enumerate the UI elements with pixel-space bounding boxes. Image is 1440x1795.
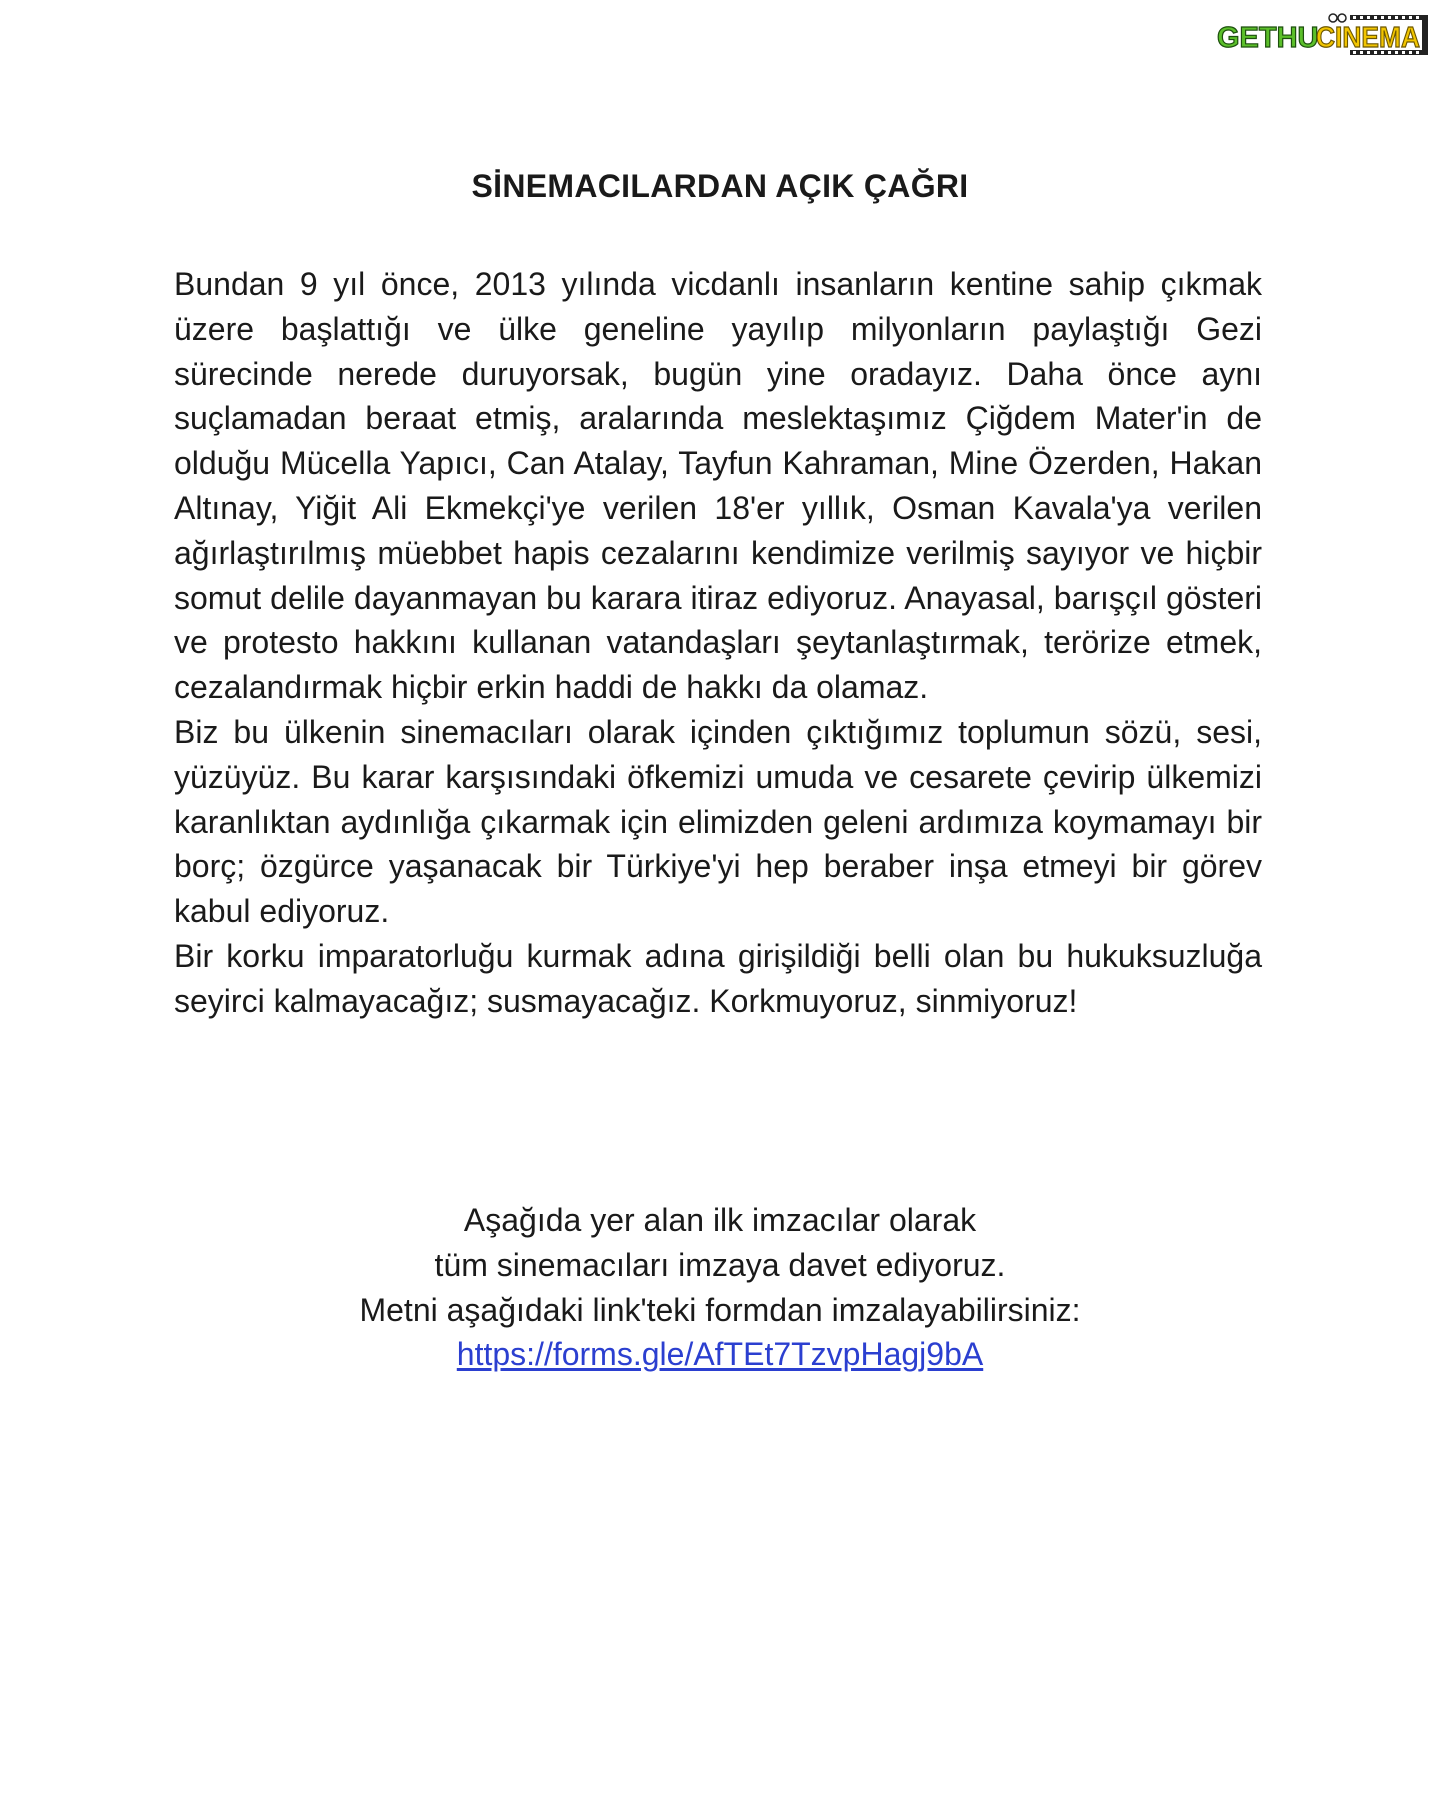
gethu-cinema-watermark [1215, 12, 1430, 56]
signature-form-link[interactable]: https://forms.gle/AfTEt7TzvpHagj9bA [456, 1336, 984, 1373]
gethu-cinema-logo [1215, 12, 1430, 56]
paragraph-2: Biz bu ülkenin sinemacıları olarak içinden çıktığımız toplumun sözü, sesi, yüzüyüz. Bu karar karşısındaki öfkemizi umuda ve cesarete çevirip ülkemizi karanlıktan aydınlığa çıkarmak için elimizden geleni ardımıza koymamayı bir borç; özgürce yaşanacak bir Türkiye'yi hep beraber inşa etmeyi bir görev kabul ediyoruz. [174, 713, 1262, 930]
watermark-left-text: GETHU [1217, 22, 1319, 54]
document-title: SİNEMACILARDAN AÇIK ÇAĞRI [471, 168, 969, 204]
closing-invitation [0, 1198, 1440, 1377]
closing-line-3: Metni aşağıdaki link'teki formdan imzalayabilirsiniz: [359, 1291, 1081, 1328]
watermark-right-text: CINEMA [1316, 22, 1421, 54]
closing-line-2: tüm sinemacıları imzaya davet ediyoruz. [434, 1246, 1006, 1283]
closing-line-1: Aşağıda yer alan ilk imzacılar olarak [463, 1202, 977, 1238]
letter-body [174, 262, 1262, 1024]
paragraph-3: Bir korku imparatorluğu kurmak adına girişildiği belli olan bu hukuksuzluğa seyirci kalmayacağız; susmayacağız. Korkmuyoruz, sinmiyoruz! [174, 937, 1262, 1019]
paragraph-1: Bundan 9 yıl önce, 2013 yılında vicdanlı insanların kentine sahip çıkmak üzere başlattığı ve ülke geneline yayılıp milyonların paylaştığı Gezi sürecinde nerede duruyorsak, bugün yine oradayız. Daha önce aynı suçlamadan beraat etmiş, aralarında meslektaşımız Çiğdem Mater'in de olduğu Mücella Yapıcı, Can Atalay, Tayfun Kahraman, Mine Özerden, Hakan Altınay, Yiğit Ali Ekmekçi'ye verilen 18'er yıllık, Osman Kavala'ya verilen ağırlaştırılmış müebbet hapis cezalarını kendimize verilmiş sayıyor ve hiçbir somut delile dayanmayan bu karara itiraz ediyoruz. Anayasal, barışçıl gösteri ve protesto hakkını kullanan vatandaşları şeytanlaştırmak, terörize etmek, cezalandırmak hiçbir erkin haddi de hakkı da olamaz. [174, 266, 1262, 706]
film-reel-icon [1329, 14, 1346, 22]
